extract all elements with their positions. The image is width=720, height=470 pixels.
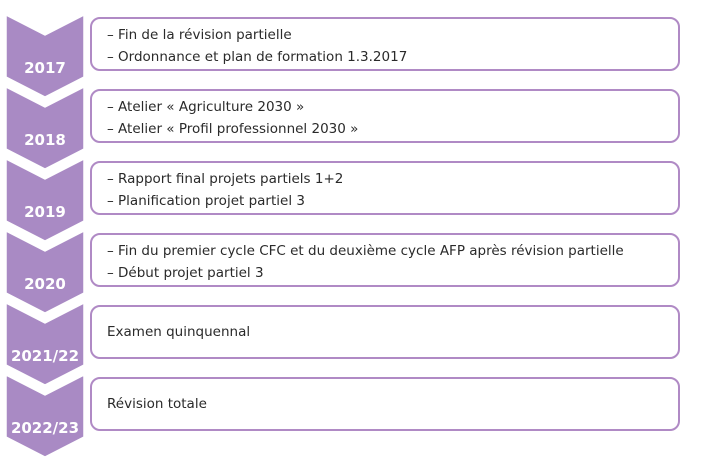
step-description-box [90,377,680,431]
step-text-line: – Début projet partiel 3 [107,265,264,281]
year-label: 2017 [24,59,66,77]
step-text-line: Examen quinquennal [107,324,251,340]
year-label: 2021/22 [10,347,80,365]
step-text-line: – Atelier « Agriculture 2030 » [107,99,305,115]
step-text-line: – Planification projet partiel 3 [107,193,305,209]
year-label: 2018 [24,131,66,149]
step-description-box [90,89,680,143]
year-label: 2020 [24,275,66,293]
step-description-box [90,305,680,359]
step-text-line: Révision totale [107,396,207,412]
chevron-polygon [6,15,84,97]
timeline-step [0,159,720,231]
step-description-box [90,17,680,71]
timeline-step [0,375,720,447]
year-label: 2022/23 [10,419,80,437]
timeline-step [0,87,720,159]
step-text-line: – Atelier « Profil professionnel 2030 » [107,121,359,137]
timeline-step [0,231,720,303]
timeline-step [0,303,720,375]
step-text-line: – Fin de la révision partielle [107,27,292,43]
step-description-box [90,233,680,287]
step-description-box [90,161,680,215]
timeline-step [0,15,720,87]
year-label: 2019 [24,203,66,221]
step-text-line: – Rapport final projets partiels 1+2 [107,171,344,187]
step-text-line: – Ordonnance et plan de formation 1.3.2017 [107,49,408,65]
step-text-line: – Fin du premier cycle CFC et du deuxième cycle AFP après révision partielle [107,243,624,259]
